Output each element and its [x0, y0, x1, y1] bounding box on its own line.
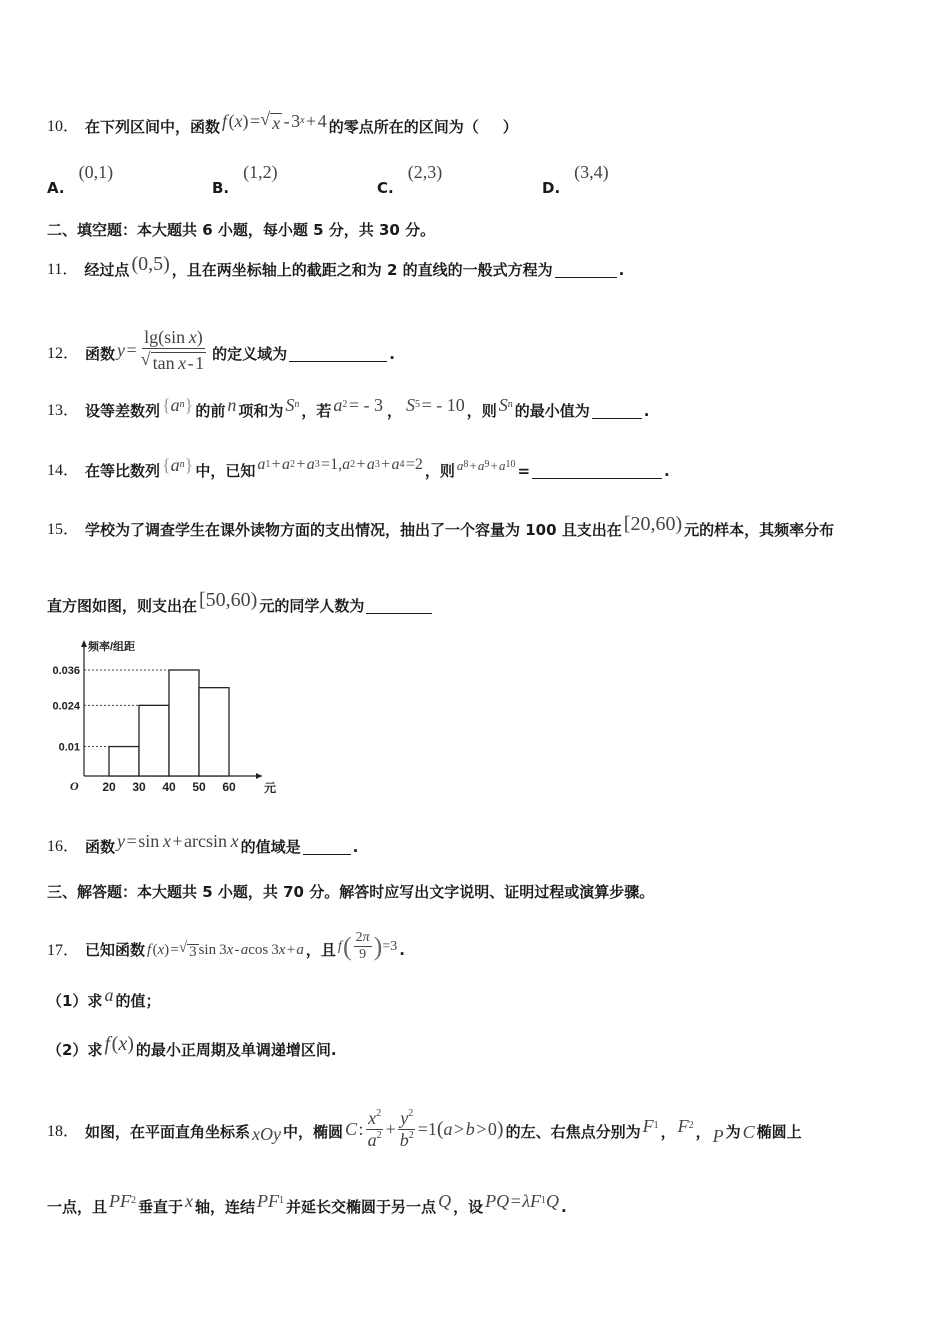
- formula: a 1 + a 2 + a 3 =1, a 2 + a 3 + a 4 =2: [257, 456, 423, 473]
- question-number: 10．: [47, 118, 80, 135]
- option-value: (2,3): [407, 162, 443, 182]
- option-value: (1,2): [243, 162, 278, 182]
- option-label: B.: [212, 179, 230, 197]
- question-16: [47, 831, 920, 856]
- question-15-line2: [47, 589, 920, 616]
- question-text: ）: [502, 117, 518, 136]
- formula: f ( x ) = √ 3 sin 3 x - a cos 3 x + a: [147, 940, 304, 961]
- question-text: ，: [660, 1122, 676, 1141]
- question-number: 17．: [47, 941, 80, 959]
- formula: f ( x ): [104, 1033, 134, 1055]
- y-axis-arrow: [81, 640, 87, 647]
- answer-blank[interactable]: [366, 599, 432, 614]
- y-tick-label: 0.024: [52, 700, 80, 713]
- question-17-part1: [47, 985, 920, 1010]
- question-text: 的零点所在的区间为（: [328, 117, 479, 136]
- question-18: [47, 1108, 920, 1153]
- question-text: （2）求: [47, 1040, 103, 1059]
- question-13: 13． 设等差数列 { a n } 的前 n 项和为 S n ，若 a 2 = - 3 ， S 5 = - 10 ，则 S n 的最小值为 .: [47, 395, 650, 420]
- question-text: 函数: [85, 837, 116, 856]
- option-a[interactable]: [47, 162, 115, 197]
- question-text: 为: [725, 1122, 741, 1141]
- question-12: [47, 327, 920, 377]
- formula: S n: [498, 395, 513, 415]
- question-text: .: [664, 461, 670, 480]
- formula: xOy: [252, 1124, 282, 1145]
- histogram-bar: [109, 747, 139, 776]
- formula: S 5 = - 10: [406, 395, 465, 415]
- question-text: 椭圆上: [756, 1122, 802, 1141]
- option-d[interactable]: [542, 162, 611, 197]
- frequency-histogram: [40, 630, 280, 800]
- formula: C: [742, 1122, 755, 1143]
- question-text: 如图，在平面直角坐标系: [85, 1122, 251, 1141]
- formula: [20,60): [623, 513, 683, 535]
- y-tick-label: 0.01: [58, 741, 80, 754]
- question-text: 轴，连结: [195, 1197, 256, 1216]
- question-number: 15．: [47, 521, 80, 538]
- question-text: .: [399, 941, 405, 960]
- y-axis-label: 频率/组距: [88, 641, 136, 653]
- formula: F 1: [642, 1116, 659, 1137]
- question-text: 在下列区间中，函数: [85, 117, 221, 136]
- formula: f ( $\frac{2\pi}{9}$ ) =3: [337, 930, 398, 963]
- question-text: 中，椭圆: [283, 1122, 344, 1141]
- question-text: 经过点: [84, 260, 130, 279]
- question-text: .: [561, 1197, 567, 1216]
- formula: y = sin x + arcsin x: [117, 831, 239, 851]
- question-text: ，且: [305, 941, 336, 960]
- option-value: (3,4): [574, 162, 609, 182]
- answer-blank[interactable]: [532, 464, 662, 479]
- histogram-bar: [169, 670, 199, 776]
- question-text: 已知函数: [85, 941, 146, 960]
- question-text: 的值；: [115, 991, 161, 1010]
- question-text: .: [389, 344, 395, 363]
- question-text: ，若: [301, 401, 332, 420]
- formula: S n: [285, 395, 300, 415]
- option-label: D.: [542, 179, 561, 197]
- option-label: C.: [377, 179, 394, 197]
- option-label: A.: [47, 179, 65, 197]
- section-heading: 二、填空题：本大题共 6 小题，每小题 5 分，共 30 分。: [47, 221, 436, 239]
- question-15: [47, 513, 920, 540]
- question-text: 元的样本，其频率分布: [684, 520, 835, 539]
- formula: PF 2: [109, 1191, 137, 1211]
- question-text: ，且在两坐标轴上的截距之和为 2 的直线的一般式方程为: [171, 260, 553, 279]
- question-text: 直方图如图，则支出在: [47, 596, 198, 615]
- question-text: ，则: [466, 401, 497, 420]
- question-17: [47, 930, 920, 967]
- question-text: 的前: [195, 401, 226, 420]
- question-text: ，设: [453, 1197, 484, 1216]
- question-text: （1）求: [47, 991, 103, 1010]
- formula: n: [227, 395, 237, 415]
- question-text: 在等比数列: [85, 461, 161, 480]
- question-text: 并延长交椭圆于另一点: [286, 1197, 437, 1216]
- formula: a 8 + a 9 + a 10: [456, 457, 516, 473]
- question-text: 元的同学人数为: [259, 596, 365, 615]
- question-number: 14．: [47, 462, 80, 479]
- answer-blank[interactable]: [555, 263, 617, 278]
- question-number: 12．: [47, 345, 80, 363]
- answer-blank[interactable]: [289, 347, 387, 362]
- option-value: (0,1): [78, 162, 114, 182]
- question-number: 11．: [47, 261, 79, 278]
- question-17-part2: [47, 1033, 920, 1060]
- question-11: [47, 253, 920, 280]
- option-c[interactable]: [377, 162, 444, 197]
- x-tick-label: 40: [162, 780, 176, 794]
- question-text: 学校为了调查学生在课外读物方面的支出情况，抽出了一个容量为 100 且支出在: [85, 520, 622, 539]
- section-heading: 三、解答题：本大题共 5 小题，共 70 分。解答时应写出文字说明、证明过程或演算步骤。: [47, 883, 655, 901]
- question-text: 中，已知: [195, 461, 256, 480]
- question-number: 18．: [47, 1123, 80, 1141]
- question-14: [47, 455, 920, 480]
- y-tick-label: 0.036: [52, 665, 80, 677]
- histogram-bar: [139, 705, 169, 776]
- formula: (0,5): [131, 253, 170, 275]
- formula: C : $\frac{x^2}{a^2}$ + $\frac{y^2}{b^2}$ =1 ( a > b > 0 ): [345, 1108, 504, 1150]
- x-tick-label: 20: [102, 780, 116, 794]
- option-b[interactable]: [212, 162, 280, 197]
- question-text: ，则: [424, 461, 455, 480]
- question-text: 设等差数列: [85, 401, 161, 420]
- formula: P: [712, 1126, 724, 1147]
- question-text: 一点，且: [47, 1197, 108, 1216]
- question-text: 的最小值为: [514, 401, 590, 420]
- x-axis-label: 元: [264, 781, 277, 795]
- question-text: ，: [695, 1122, 711, 1141]
- formula: Q: [438, 1191, 452, 1211]
- question-18-line2: [47, 1191, 920, 1216]
- formula: y = lg(sin x) √ tan x - 1: [117, 327, 205, 373]
- formula: { a n }: [162, 455, 194, 475]
- question-text: 的左、右焦点分别为: [505, 1122, 641, 1141]
- formula: F 2: [677, 1116, 694, 1137]
- formula: f ( x ) = √ x - 3 x + 4: [222, 109, 327, 133]
- question-text: 的定义域为: [212, 344, 288, 363]
- histogram-bar: [199, 688, 229, 776]
- formula: [50,60): [199, 589, 258, 611]
- formula: a 2 = - 3: [333, 395, 384, 415]
- question-text: .: [352, 837, 359, 856]
- question-10: [47, 109, 920, 138]
- x-axis-arrow: [256, 773, 262, 779]
- question-text: 的值域是: [240, 837, 301, 856]
- formula: PQ = λF 1 Q: [485, 1191, 560, 1211]
- question-text: =: [517, 461, 531, 480]
- question-text: 函数: [85, 344, 116, 363]
- formula: { a n }: [162, 395, 194, 415]
- formula: PF 1: [257, 1191, 285, 1211]
- question-text: 的最小正周期及单调递增区间.: [135, 1040, 337, 1059]
- question-text: .: [643, 401, 650, 420]
- question-text: .: [618, 260, 625, 279]
- question-text: 垂直于: [138, 1197, 184, 1216]
- question-text: 项和为: [238, 401, 284, 420]
- x-tick-label: 30: [132, 780, 146, 794]
- x-tick-label: 50: [192, 780, 206, 794]
- answer-blank[interactable]: [592, 404, 642, 419]
- question-number: 16．: [47, 838, 80, 855]
- x-tick-label: 60: [222, 780, 236, 794]
- question-number: 13．: [47, 402, 80, 419]
- formula: x: [185, 1191, 194, 1211]
- formula: a: [104, 985, 114, 1005]
- answer-blank[interactable]: [303, 840, 351, 855]
- origin-label: O: [70, 779, 79, 793]
